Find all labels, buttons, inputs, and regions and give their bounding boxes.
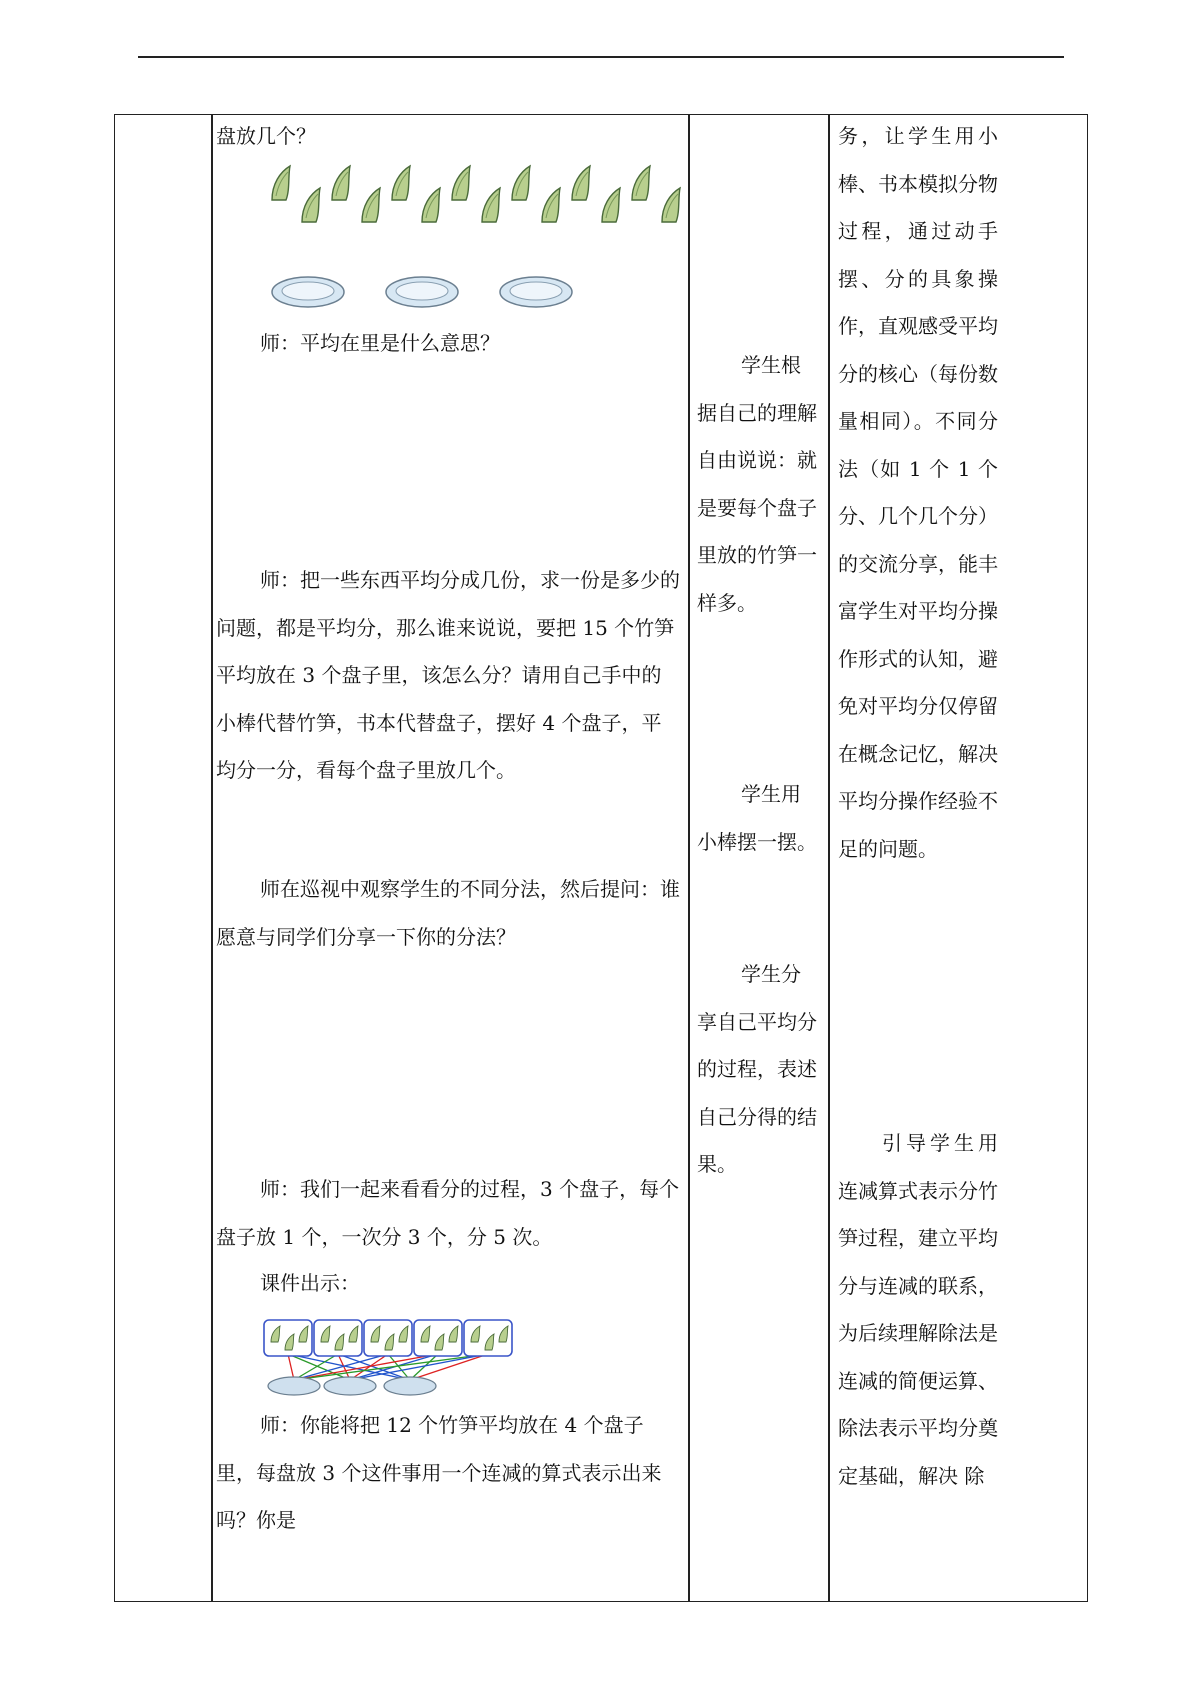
header-rule <box>138 56 1064 58</box>
teacher-p4: 师：我们一起来看看分的过程，3 个盘子，每个盘子放 1 个，一次分 3 个，分 5 次。 <box>216 1177 680 1249</box>
student-p2: 学生分享自己平均分的过程，表述自己分得的结果。 <box>697 962 817 1176</box>
column-divider-2 <box>688 115 690 1601</box>
plates-illustration <box>270 272 590 312</box>
intent-p1: 引导学生用连减算式表示分竹笋过程，建立平均分与连减的联系，为后续理解除法是连减的简便运算、除法表示平均分奠定基础，解决 除 <box>838 1131 998 1488</box>
column-divider-1 <box>211 115 213 1601</box>
teacher-p2: 师：把一些东西平均分成几份，求一份是多少的问题，都是平均分，那么谁来说说，要把 15 个竹笋平均放在 3 个盘子里，该怎么分？请用自己手中的小棒代替竹笋，书本代替盘子，摆好 4 个盘子，平均分一分，看每个盘子里放几个。 <box>216 568 680 782</box>
column-divider-3 <box>828 115 830 1601</box>
intent-p0: 务，让学生用小棒、书本模拟分物过程，通过动手摆、分的具象操作，直观感受平均分的核心（每份数量相同）。不同分法（如 1 个 1 个分、几个几个分）的交流分享，能丰富学生对平均分操作形式的认知，避免对平均分仅停留在概念记忆，解决平均分操作经验不足的问题。 <box>838 124 998 861</box>
teacher-p1: 师：平均在里是什么意思？ <box>260 331 500 355</box>
student-p0: 学生根据自己的理解自由说说：就是要每个盘子里放的竹笋一样多。 <box>697 353 817 615</box>
bamboo-shoots-illustration <box>268 160 688 230</box>
teacher-p0: 盘放几个？ <box>216 124 316 148</box>
student-p1: 学生用小棒摆一摆。 <box>697 782 817 854</box>
teacher-p5: 课件出示： <box>260 1271 360 1295</box>
teacher-p6: 师：你能将把 12 个竹笋平均放在 4 个盘子里，每盘放 3 个这件事用一个连减的算式表示出来吗？你是 <box>216 1413 662 1532</box>
courseware-diagram <box>262 1318 562 1400</box>
teacher-p3: 师在巡视中观察学生的不同分法，然后提问：谁愿意与同学们分享一下你的分法？ <box>216 877 680 949</box>
